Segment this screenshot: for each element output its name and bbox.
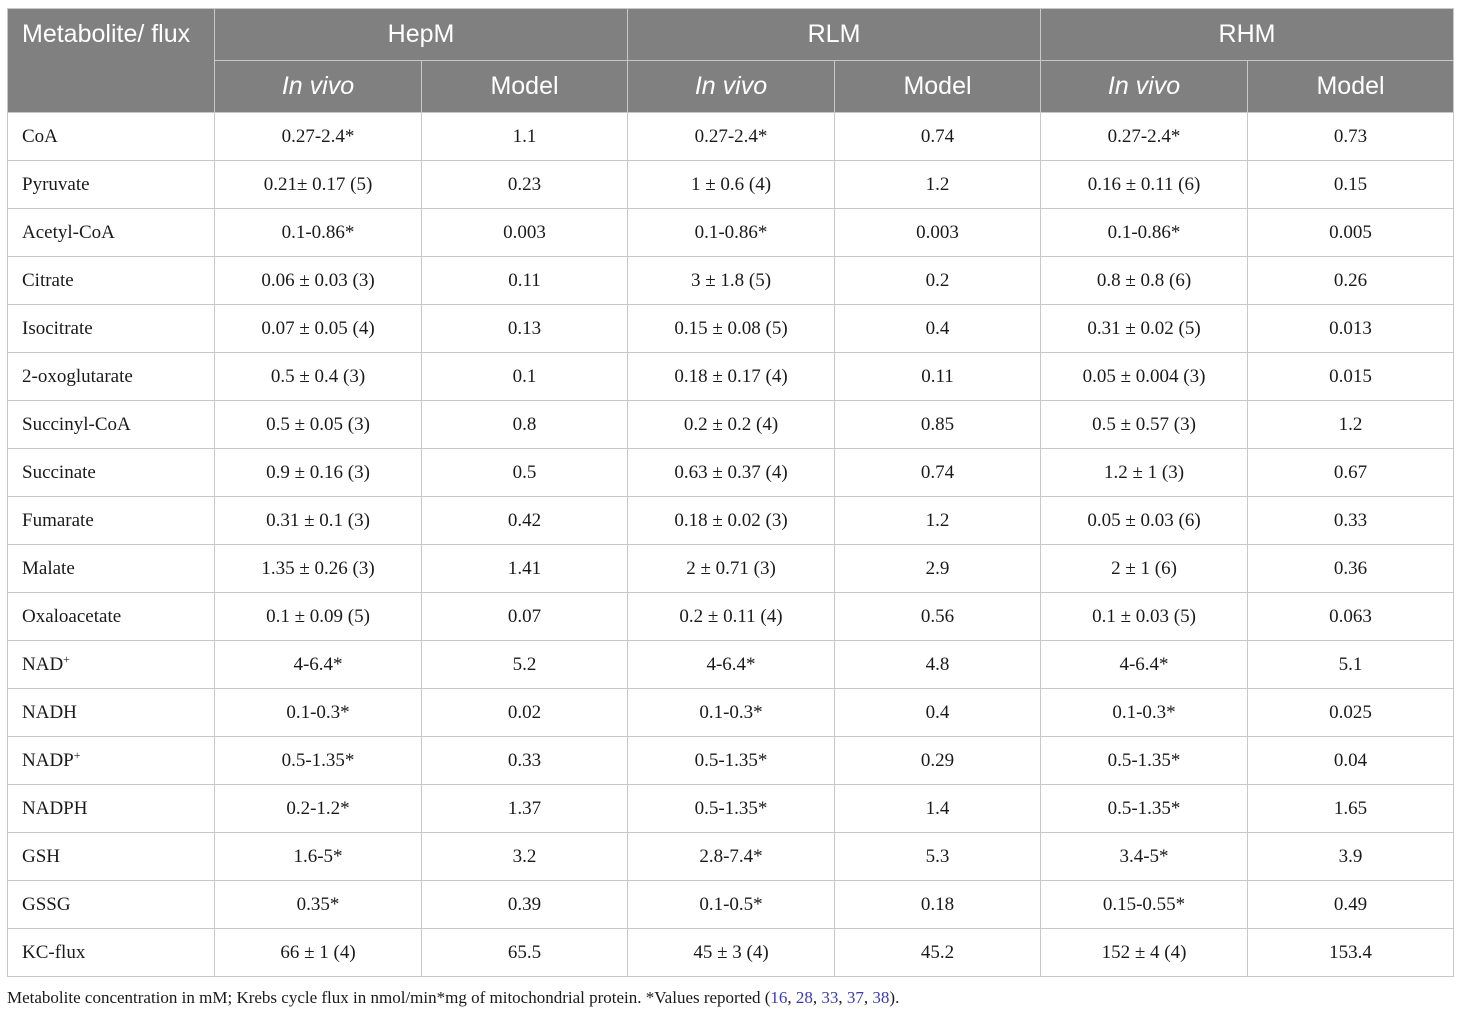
table-footnote (7, 988, 1453, 1008)
table-row (8, 305, 1454, 353)
cell-rlm-model: 0.4 (835, 689, 1041, 737)
cell-rlm-model: 0.003 (835, 209, 1041, 257)
cell-hepm-model: 0.02 (422, 689, 628, 737)
cell-hepm-model: 65.5 (422, 929, 628, 977)
cell-hepm-model: 0.11 (422, 257, 628, 305)
table-row (8, 449, 1454, 497)
metabolite-name (8, 449, 215, 497)
footnote-end: ). (889, 988, 900, 1007)
metabolite-name-text: Acetyl-CoA (22, 221, 115, 243)
cell-rlm-model: 1.2 (835, 497, 1041, 545)
header-group-hepm: HepM (215, 9, 628, 61)
cell-rlm-in-vivo: 4-6.4* (628, 641, 835, 689)
cell-rlm-in-vivo: 0.63 ± 0.37 (4) (628, 449, 835, 497)
cell-hepm-model: 0.1 (422, 353, 628, 401)
header-group-rlm: RLM (628, 9, 1041, 61)
superscript-charge: + (63, 651, 70, 666)
cell-rlm-model: 0.11 (835, 353, 1041, 401)
cell-rlm-model: 0.2 (835, 257, 1041, 305)
metabolite-name (8, 833, 215, 881)
header-rlm-in-vivo: In vivo (628, 61, 835, 113)
header-rhm-in-vivo: In vivo (1041, 61, 1248, 113)
cell-hepm-in-vivo: 0.07 ± 0.05 (4) (215, 305, 422, 353)
cell-hepm-in-vivo: 0.31 ± 0.1 (3) (215, 497, 422, 545)
cell-hepm-in-vivo: 0.1-0.3* (215, 689, 422, 737)
cell-rlm-model: 0.74 (835, 449, 1041, 497)
cell-rhm-in-vivo: 3.4-5* (1041, 833, 1248, 881)
cell-rhm-in-vivo: 0.8 ± 0.8 (6) (1041, 257, 1248, 305)
metabolite-name (8, 113, 215, 161)
reference-separator: , (812, 988, 822, 1007)
cell-hepm-model: 1.37 (422, 785, 628, 833)
header-group-rhm: RHM (1041, 9, 1454, 61)
table-body (8, 113, 1454, 977)
cell-rlm-in-vivo: 0.5-1.35* (628, 785, 835, 833)
metabolite-name (8, 689, 215, 737)
cell-rhm-model: 0.025 (1248, 689, 1454, 737)
cell-rlm-in-vivo: 0.27-2.4* (628, 113, 835, 161)
table-row (8, 113, 1454, 161)
table-row (8, 353, 1454, 401)
cell-hepm-in-vivo: 0.06 ± 0.03 (3) (215, 257, 422, 305)
cell-rlm-model: 0.74 (835, 113, 1041, 161)
metabolite-name (8, 257, 215, 305)
table-header (8, 9, 1454, 113)
reference-separator: , (863, 988, 873, 1007)
cell-rlm-model: 0.18 (835, 881, 1041, 929)
cell-hepm-in-vivo: 0.35* (215, 881, 422, 929)
cell-hepm-in-vivo: 0.9 ± 0.16 (3) (215, 449, 422, 497)
cell-rhm-model: 0.26 (1248, 257, 1454, 305)
table-row (8, 785, 1454, 833)
metabolite-name-text: NAD (22, 653, 64, 675)
cell-rlm-in-vivo: 2.8-7.4* (628, 833, 835, 881)
cell-rlm-in-vivo: 0.18 ± 0.02 (3) (628, 497, 835, 545)
footnote-references (770, 988, 889, 1007)
metabolite-name (8, 209, 215, 257)
metabolite-name-text: GSSG (22, 893, 71, 915)
cell-hepm-in-vivo: 4-6.4* (215, 641, 422, 689)
cell-rhm-in-vivo: 0.05 ± 0.03 (6) (1041, 497, 1248, 545)
cell-hepm-model: 0.5 (422, 449, 628, 497)
cell-rhm-in-vivo: 0.15-0.55* (1041, 881, 1248, 929)
header-rlm-model: Model (835, 61, 1041, 113)
metabolite-name-text: Succinate (22, 461, 96, 483)
cell-rhm-in-vivo: 1.2 ± 1 (3) (1041, 449, 1248, 497)
cell-hepm-model: 0.13 (422, 305, 628, 353)
reference-separator: , (787, 988, 796, 1007)
metabolite-name-text: NADP (22, 749, 74, 771)
cell-rhm-model: 0.063 (1248, 593, 1454, 641)
table-row (8, 257, 1454, 305)
cell-hepm-model: 0.42 (422, 497, 628, 545)
cell-rlm-in-vivo: 0.1-0.3* (628, 689, 835, 737)
cell-rlm-model: 0.29 (835, 737, 1041, 785)
cell-rhm-in-vivo: 0.27-2.4* (1041, 113, 1248, 161)
metabolite-name-text: NADH (22, 701, 77, 723)
cell-rlm-in-vivo: 1 ± 0.6 (4) (628, 161, 835, 209)
cell-rlm-in-vivo: 2 ± 0.71 (3) (628, 545, 835, 593)
metabolite-name (8, 881, 215, 929)
cell-hepm-in-vivo: 0.2-1.2* (215, 785, 422, 833)
cell-rlm-model: 0.56 (835, 593, 1041, 641)
table-row (8, 689, 1454, 737)
cell-rhm-in-vivo: 152 ± 4 (4) (1041, 929, 1248, 977)
metabolite-name (8, 545, 215, 593)
cell-rlm-model: 0.4 (835, 305, 1041, 353)
cell-hepm-in-vivo: 1.6-5* (215, 833, 422, 881)
cell-rhm-in-vivo: 0.1-0.86* (1041, 209, 1248, 257)
data-table-container (7, 8, 1453, 977)
metabolite-name (8, 401, 215, 449)
reference-link[interactable]: 33 (821, 988, 839, 1007)
metabolite-name (8, 641, 215, 689)
cell-rlm-in-vivo: 3 ± 1.8 (5) (628, 257, 835, 305)
metabolite-name-text: Fumarate (22, 509, 94, 531)
reference-link[interactable]: 37 (846, 988, 864, 1007)
metabolite-name-text: NADPH (22, 797, 88, 819)
metabolite-name (8, 305, 215, 353)
cell-rhm-in-vivo: 0.5-1.35* (1041, 785, 1248, 833)
cell-hepm-in-vivo: 0.5-1.35* (215, 737, 422, 785)
table-row (8, 401, 1454, 449)
cell-rhm-model: 0.36 (1248, 545, 1454, 593)
table-row (8, 593, 1454, 641)
table-row (8, 161, 1454, 209)
metabolite-table (7, 8, 1454, 977)
metabolite-name-text: Isocitrate (22, 317, 93, 339)
cell-rlm-in-vivo: 0.5-1.35* (628, 737, 835, 785)
cell-hepm-in-vivo: 66 ± 1 (4) (215, 929, 422, 977)
cell-rlm-model: 1.4 (835, 785, 1041, 833)
metabolite-name (8, 737, 215, 785)
cell-rhm-model: 3.9 (1248, 833, 1454, 881)
table-row (8, 737, 1454, 785)
cell-rhm-in-vivo: 0.5 ± 0.57 (3) (1041, 401, 1248, 449)
cell-rlm-in-vivo: 0.1-0.86* (628, 209, 835, 257)
cell-rhm-model: 0.73 (1248, 113, 1454, 161)
metabolite-name (8, 353, 215, 401)
cell-rlm-model: 45.2 (835, 929, 1041, 977)
cell-rhm-model: 0.04 (1248, 737, 1454, 785)
reference-link[interactable]: 16 (770, 988, 788, 1007)
cell-rhm-model: 0.49 (1248, 881, 1454, 929)
header-hepm-model: Model (422, 61, 628, 113)
cell-rlm-model: 1.2 (835, 161, 1041, 209)
cell-hepm-model: 0.8 (422, 401, 628, 449)
cell-rhm-in-vivo: 0.1 ± 0.03 (5) (1041, 593, 1248, 641)
cell-rhm-in-vivo: 4-6.4* (1041, 641, 1248, 689)
cell-rlm-in-vivo: 0.18 ± 0.17 (4) (628, 353, 835, 401)
metabolite-name (8, 785, 215, 833)
cell-rhm-model: 0.33 (1248, 497, 1454, 545)
metabolite-name (8, 593, 215, 641)
cell-hepm-in-vivo: 0.5 ± 0.05 (3) (215, 401, 422, 449)
cell-rlm-model: 0.85 (835, 401, 1041, 449)
cell-rhm-in-vivo: 0.5-1.35* (1041, 737, 1248, 785)
metabolite-name (8, 161, 215, 209)
cell-rhm-in-vivo: 0.05 ± 0.004 (3) (1041, 353, 1248, 401)
cell-rhm-model: 1.65 (1248, 785, 1454, 833)
reference-link[interactable]: 38 (872, 988, 890, 1007)
cell-hepm-model: 1.1 (422, 113, 628, 161)
cell-hepm-in-vivo: 0.1 ± 0.09 (5) (215, 593, 422, 641)
table-row (8, 545, 1454, 593)
cell-hepm-in-vivo: 0.21± 0.17 (5) (215, 161, 422, 209)
metabolite-name-text: Oxaloacetate (22, 605, 122, 627)
metabolite-name-text: Citrate (22, 269, 74, 291)
metabolite-name-text: GSH (22, 845, 61, 867)
metabolite-name-text: CoA (22, 125, 58, 147)
table-row (8, 881, 1454, 929)
cell-rlm-model: 5.3 (835, 833, 1041, 881)
header-hepm-in-vivo: In vivo (215, 61, 422, 113)
metabolite-name (8, 929, 215, 977)
cell-rlm-in-vivo: 0.2 ± 0.11 (4) (628, 593, 835, 641)
header-metabolite-flux: Metabolite/ flux (8, 9, 215, 113)
metabolite-name-text: Succinyl-CoA (22, 413, 131, 435)
cell-hepm-in-vivo: 0.5 ± 0.4 (3) (215, 353, 422, 401)
metabolite-name (8, 497, 215, 545)
header-rhm-model: Model (1248, 61, 1454, 113)
cell-hepm-model: 5.2 (422, 641, 628, 689)
reference-link[interactable]: 28 (795, 988, 813, 1007)
cell-rhm-model: 0.67 (1248, 449, 1454, 497)
cell-hepm-model: 1.41 (422, 545, 628, 593)
cell-rlm-in-vivo: 0.15 ± 0.08 (5) (628, 305, 835, 353)
cell-hepm-in-vivo: 0.1-0.86* (215, 209, 422, 257)
metabolite-name-text: 2-oxoglutarate (22, 365, 133, 387)
cell-hepm-model: 3.2 (422, 833, 628, 881)
reference-separator: , (838, 988, 847, 1007)
cell-rhm-in-vivo: 0.16 ± 0.11 (6) (1041, 161, 1248, 209)
cell-rlm-model: 4.8 (835, 641, 1041, 689)
metabolite-name-text: Pyruvate (22, 173, 90, 195)
cell-rhm-model: 0.005 (1248, 209, 1454, 257)
cell-rhm-model: 0.15 (1248, 161, 1454, 209)
table-row (8, 929, 1454, 977)
cell-rhm-in-vivo: 0.31 ± 0.02 (5) (1041, 305, 1248, 353)
cell-rlm-in-vivo: 0.2 ± 0.2 (4) (628, 401, 835, 449)
cell-hepm-model: 0.33 (422, 737, 628, 785)
cell-rhm-model: 5.1 (1248, 641, 1454, 689)
cell-rhm-model: 0.013 (1248, 305, 1454, 353)
table-row (8, 833, 1454, 881)
cell-hepm-model: 0.07 (422, 593, 628, 641)
cell-hepm-in-vivo: 1.35 ± 0.26 (3) (215, 545, 422, 593)
cell-hepm-model: 0.003 (422, 209, 628, 257)
table-row (8, 497, 1454, 545)
table-row (8, 641, 1454, 689)
cell-rlm-in-vivo: 0.1-0.5* (628, 881, 835, 929)
cell-rhm-model: 0.015 (1248, 353, 1454, 401)
cell-rhm-in-vivo: 0.1-0.3* (1041, 689, 1248, 737)
footnote-text: Metabolite concentration in mM; Krebs cycle flux in nmol/min*mg of mitochondrial protein. *Values reported ( (7, 988, 771, 1007)
metabolite-name-text: KC-flux (22, 941, 86, 963)
superscript-charge: + (73, 747, 81, 762)
cell-rhm-model: 1.2 (1248, 401, 1454, 449)
cell-hepm-model: 0.23 (422, 161, 628, 209)
cell-rlm-model: 2.9 (835, 545, 1041, 593)
cell-rlm-in-vivo: 45 ± 3 (4) (628, 929, 835, 977)
cell-hepm-in-vivo: 0.27-2.4* (215, 113, 422, 161)
cell-rhm-model: 153.4 (1248, 929, 1454, 977)
cell-rhm-in-vivo: 2 ± 1 (6) (1041, 545, 1248, 593)
table-row (8, 209, 1454, 257)
cell-hepm-model: 0.39 (422, 881, 628, 929)
metabolite-name-text: Malate (22, 557, 75, 579)
